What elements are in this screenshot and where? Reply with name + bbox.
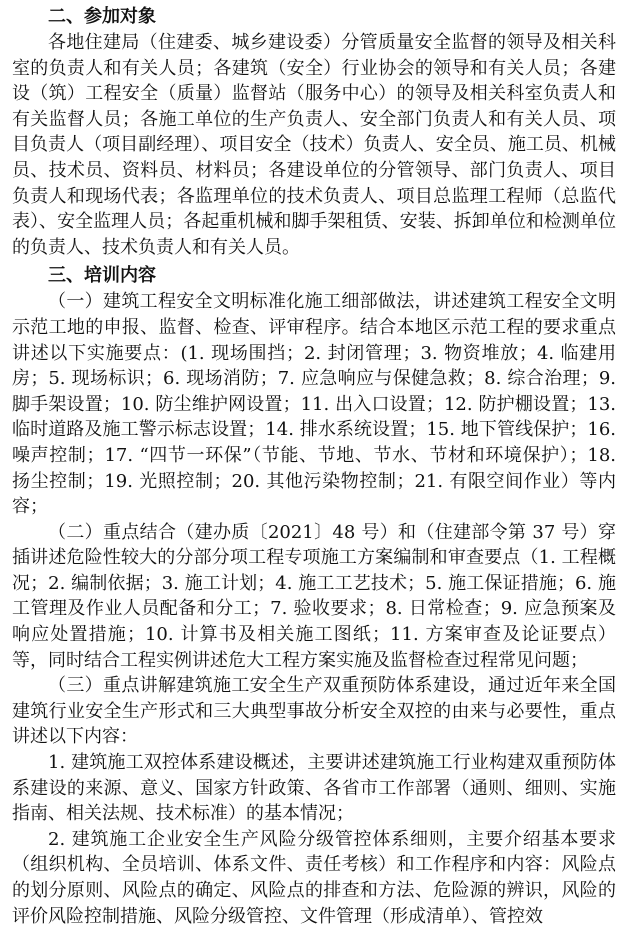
section-heading-training-content: 三、培训内容	[48, 265, 156, 287]
training-paragraph-1: （一）建筑工程安全文明标准化施工细部做法，讲述建筑工程安全文明示范工地的申报、监督、检查、评审程序。结合本地区示范工程的要求重点讲述以下实施要点：(1. 现场围挡；2. 封闭管理；3. 物资堆放；4. 临建用房；5. 现场标识；6. 现场消防；7. 应急响应与保健急救；8. 综合治理；9. 脚手架设置；10. 防尘维护网设置；11. 出入口设置；12. 防护棚设置；13. 临时道路及施工警示标志设置；14. 排水系统设置；15. 地下管线保护；16. 噪声控制；17. “四节一环保”（节能、节地、节水、节材和环境保护）；18. 扬尘控制；19. 光照控制；20. 其他污染物控制；21. 有限空间作业）等内容；	[12, 291, 616, 518]
training-paragraph-5: 2. 建筑施工企业安全生产风险分级管控体系细则，主要介绍基本要求（组织机构、全员培训、体系文件、责任考核）和工作程序和内容：风险点的划分原则、风险点的确定、风险点的排查和方法、危险源的辨识，风险的评价风险控制措施、风险分级管控、文件管理（形成清单）、管控效	[12, 828, 616, 927]
training-paragraph-3: （三）重点讲解建筑施工安全生产双重预防体系建设，通过近年来全国建筑行业安全生产形式和三大典型事故分析安全双控的由来与必要性，重点讲述以下内容：	[12, 675, 616, 748]
participants-paragraph: 各地住建局（住建委、城乡建设委）分管质量安全监督的领导及相关科室的负责人和有关人员；各建筑（安全）行业协会的领导和有关人员；各建设（筑）工程安全（质量）监督站（服务中心）的领导及相关科室负责人和有关监督人员；各施工单位的生产负责人、安全部门负责人和有关人员、项目负责人（项目副经理）、项目安全（技术）负责人、安全员、施工员、机械员、技术员、资料员、材料员；各建设单位的分管领导、部门负责人、项目负责人和现场代表；各监理单位的技术负责人、项目总监理工程师（总监代表）、安全监理人员；各起重机械和脚手架租赁、安装、拆卸单位和检测单位的负责人、技术负责人和有关人员。	[12, 32, 616, 258]
training-paragraph-4: 1. 建筑施工双控体系建设概述，主要讲述建筑施工行业构建双重预防体系建设的来源、意义、国家方针政策、各省市工作部署（通则、细则、实施指南、相关法规、技术标准）的基本情况；	[12, 752, 616, 825]
training-paragraph-2: （二）重点结合（建办质〔2021〕48 号）和（住建部令第 37 号）穿插讲述危险性较大的分部分项工程专项施工方案编制和审查要点（1. 工程概况；2. 编制依据；3. 施工计划；4. 施工工艺技术；5. 施工保证措施；6. 施工管理及作业人员配备和分工；7. 验收要求；8. 日常检查；9. 应急预案及响应处置措施；10. 计算书及相关施工图纸；11. 方案审查及论证要点）等，同时结合工程实例讲述危大工程方案实施及监督检查过程常见问题；	[12, 521, 616, 671]
section-heading-participants: 二、参加对象	[48, 6, 156, 27]
